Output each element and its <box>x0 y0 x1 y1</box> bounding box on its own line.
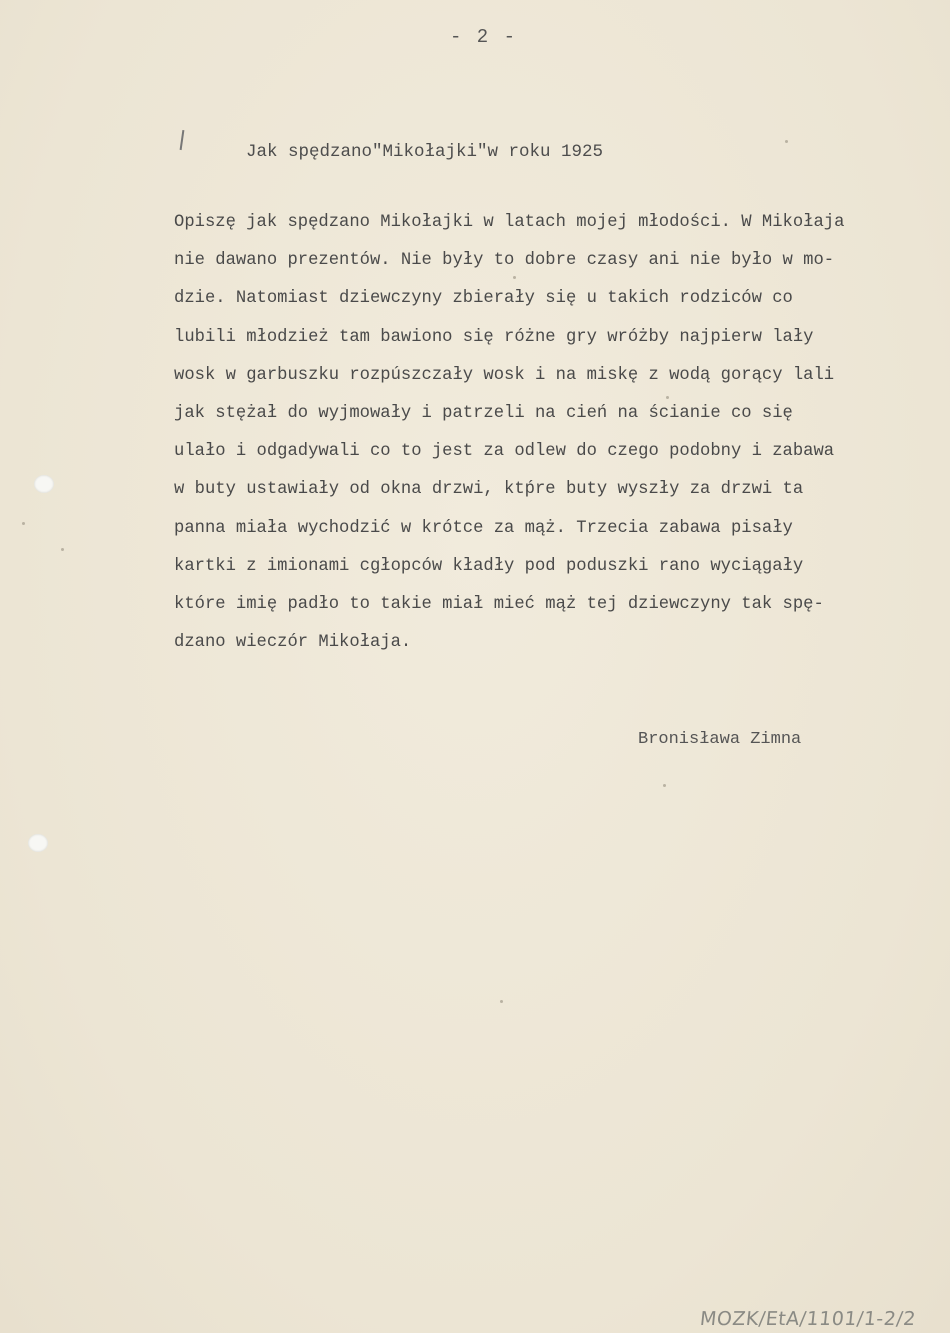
punch-hole <box>34 475 54 493</box>
body-line: w buty ustawiały od okna drzwi, ktṕre buty wyszły za drzwi ta <box>174 480 804 500</box>
archive-reference: MOZK/EtA/1101/1-2/2 <box>698 1308 918 1330</box>
author-signature: Bronisława Zimna <box>638 730 802 749</box>
body-line: lubili młodzież tam bawiono się różne gry wróżby najpierw lały <box>174 327 814 347</box>
body-line: kartki z imionami cgłopców kładły pod poduszki rano wyciągały <box>174 556 804 576</box>
paper-speck <box>61 548 64 551</box>
body-line: które imię padło to takie miał mieć mąż tej dziewczyny tak spę- <box>174 595 824 615</box>
body-line: nie dawano prezentów. Nie były to dobre czasy ani nie było w mo- <box>174 251 835 271</box>
paper-speck <box>22 522 25 525</box>
body-line: dzano wieczór Mikołaja. <box>174 633 412 653</box>
body-line: panna miała wychodzić w krótce za mąż. Trzecia zabawa pisały <box>174 518 793 538</box>
paper-speck <box>663 784 666 787</box>
paper-speck <box>500 1000 503 1003</box>
paper-speck <box>785 140 788 143</box>
punch-hole <box>28 834 48 852</box>
body-line: dzie. Natomiast dziewczyny zbierały się u takich rodziców co <box>174 289 793 309</box>
page-number: - 2 - <box>450 26 518 48</box>
document-title: Jak spędzano"Mikołajki"w roku 1925 <box>246 142 604 162</box>
body-line: ulało i odgadywali co to jest za odlew do czego podobny i zabawa <box>174 442 835 462</box>
body-line: jak stężał do wyjmowały i patrzeli na cień na ścianie co się <box>174 404 793 424</box>
body-line: wosk w garbuszku rozpúszczały wosk i na miskę z wodą gorący lali <box>174 365 835 385</box>
margin-pencil-mark <box>180 130 184 150</box>
body-text <box>174 204 934 662</box>
body-line: Opiszę jak spędzano Mikołajki w latach mojej młodości. W Mikołaja <box>174 213 845 232</box>
